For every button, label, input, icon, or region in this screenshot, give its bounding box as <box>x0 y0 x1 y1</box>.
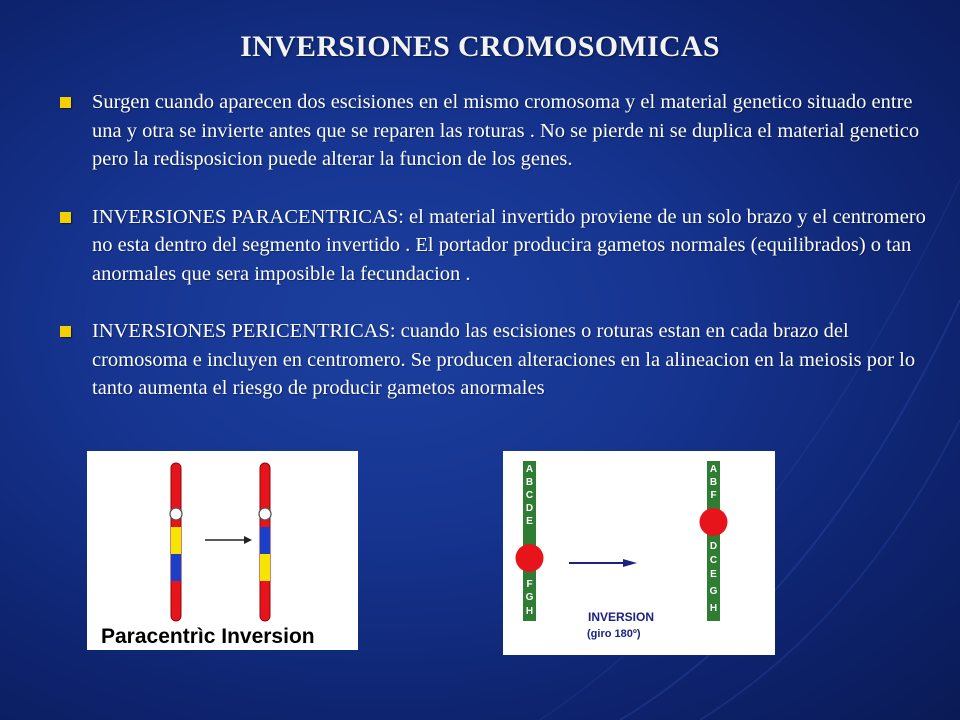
chromosome-original <box>170 463 182 621</box>
figure-subcaption: (giro 180º) <box>587 628 641 640</box>
slide-title: INVERSIONES CROMOSOMICAS <box>240 30 720 63</box>
chromosome-original <box>516 461 544 621</box>
gene-label: D <box>709 541 718 552</box>
bullet-text: INVERSIONES PARACENTRICAS: el material invertido proviene de un solo brazo y el centromero no esta dentro del segmento invertido . El portador producira gametos normales (equilibrados) o tan anormales que sera imposible la fecundacion . <box>92 205 926 285</box>
bullet-item <box>58 203 928 289</box>
gene-label: B <box>709 477 718 488</box>
gene-label: F <box>526 579 533 590</box>
centromere <box>516 544 544 572</box>
gene-label: G <box>525 592 534 603</box>
bullet-square-icon <box>60 97 71 108</box>
figure-caption: INVERSION <box>588 610 655 624</box>
bullet-list <box>58 88 928 432</box>
gene-label: F <box>710 490 717 501</box>
centromere <box>700 508 728 536</box>
gene-label: H <box>709 603 718 614</box>
centromere <box>170 508 182 520</box>
pericentric-diagram <box>503 451 775 655</box>
gene-label: B <box>525 477 534 488</box>
gene-label: C <box>709 555 718 566</box>
arrow-right-icon <box>569 559 637 567</box>
arrow-right-icon <box>205 536 252 544</box>
gene-label: E <box>710 569 717 580</box>
gene-label: A <box>525 464 534 475</box>
paracentric-inversion-figure <box>87 451 358 650</box>
bullet-item <box>58 317 928 403</box>
figure-caption: Paracentrìc Inversion <box>101 625 315 648</box>
bullet-square-icon <box>60 326 71 337</box>
gene-label: E <box>526 516 533 527</box>
gene-label: G <box>709 586 718 597</box>
chromosome-inverted <box>259 463 271 621</box>
bullet-square-icon <box>60 212 71 223</box>
bullet-item <box>58 88 928 174</box>
gene-label: C <box>525 490 534 501</box>
gene-label: H <box>525 606 534 617</box>
gene-label: D <box>525 503 534 514</box>
pericentric-inversion-figure <box>503 451 775 655</box>
centromere <box>259 508 271 520</box>
paracentric-diagram <box>87 451 358 650</box>
gene-label: A <box>709 464 718 475</box>
bullet-text: INVERSIONES PERICENTRICAS: cuando las escisiones o roturas estan en cada brazo del cromosoma e incluyen en centromero. Se producen alteraciones en la alineacion en la meiosis por lo tanto aumenta el riesgo de producir gametos anormales <box>92 320 916 399</box>
bullet-text: Surgen cuando aparecen dos escisiones en el mismo cromosoma y el material genetico situado entre una y otra se invierte antes que se reparen las roturas . No se pierde ni se duplica el material genetico pero la redisposicion puede alterar la funcion de los genes. <box>92 91 920 170</box>
chromosome-inverted <box>700 461 728 621</box>
